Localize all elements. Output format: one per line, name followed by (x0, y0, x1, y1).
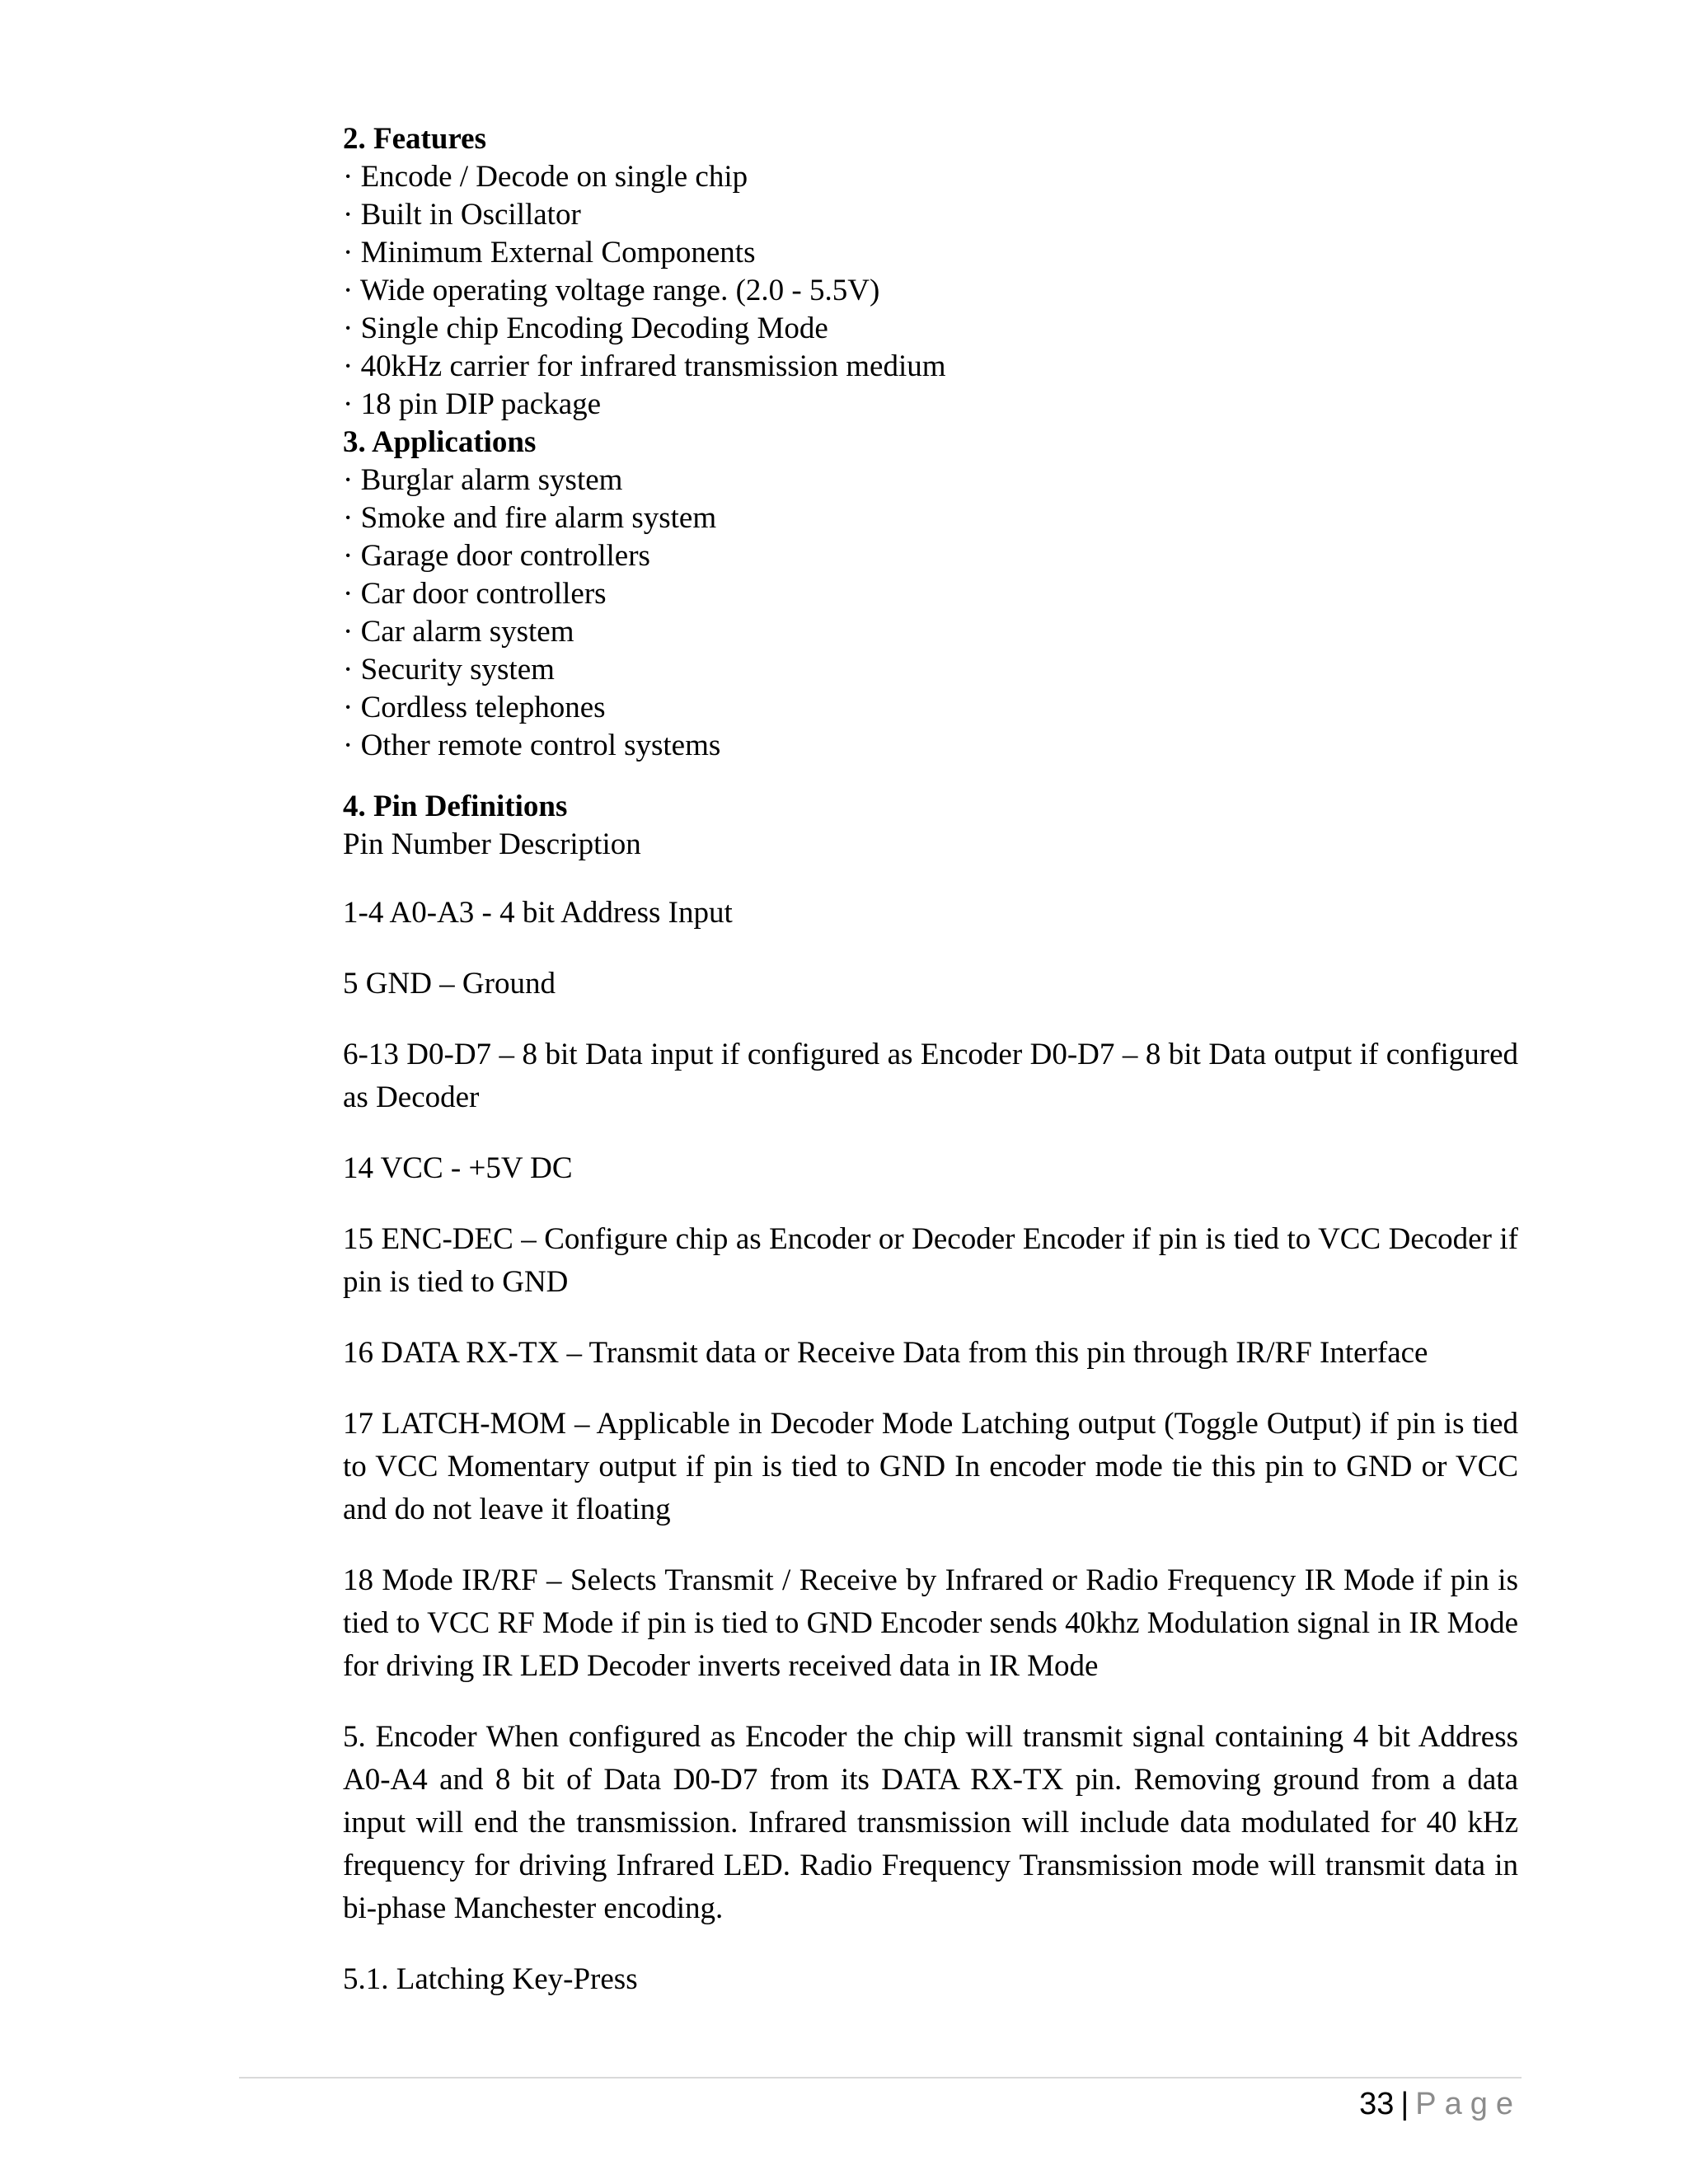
footer-separator: | (1400, 2087, 1409, 2121)
pin-definitions-heading: 4. Pin Definitions (343, 790, 568, 823)
pin-row: 6-13 D0-D7 – 8 bit Data input if configured as Encoder D0-D7 – 8 bit Data output if configured as Decoder (343, 1038, 1518, 1114)
list-item: · Wide operating voltage range. (2.0 - 5.5V) (343, 274, 880, 307)
pin-row: 1-4 A0-A3 - 4 bit Address Input (343, 896, 733, 930)
page-footer (1359, 2083, 1522, 2125)
pin-row: 18 Mode IR/RF – Selects Transmit / Receive by Infrared or Radio Frequency IR Mode if pin is tied to VCC RF Mode if pin is tied to GND Encoder sends 40khz Modulation signal in IR Mode for driving IR LED Decoder inverts received data in IR Mode (343, 1563, 1518, 1683)
list-item: · Other remote control systems (343, 729, 721, 762)
list-item: · Built in Oscillator (343, 198, 581, 232)
list-item: · Single chip Encoding Decoding Mode (343, 312, 828, 345)
features-list (343, 158, 1518, 424)
applications-list (343, 462, 1518, 765)
page-number: 33 (1359, 2087, 1395, 2121)
footer-divider (239, 2077, 1522, 2079)
pin-row: 5 GND – Ground (343, 967, 556, 1001)
pin-row: 17 LATCH-MOM – Applicable in Decoder Mode Latching output (Toggle Output) if pin is tied to VCC Momentary output if pin is tied to GND In encoder mode tie this pin to GND or VCC and do not leave it floating (343, 1407, 1518, 1526)
pin-row: 15 ENC-DEC – Configure chip as Encoder or Decoder Encoder if pin is tied to VCC Decoder if pin is tied to GND (343, 1222, 1518, 1299)
list-item: · Car door controllers (343, 577, 607, 611)
page-label: Page (1415, 2087, 1522, 2121)
page-content (343, 120, 1518, 2029)
list-item: · 40kHz carrier for infrared transmission medium (343, 349, 946, 383)
list-item: · Garage door controllers (343, 539, 650, 573)
list-item: · Cordless telephones (343, 691, 606, 724)
list-item: · 18 pin DIP package (343, 387, 602, 421)
pin-row: 16 DATA RX-TX – Transmit data or Receive Data from this pin through IR/RF Interface (343, 1336, 1428, 1370)
list-item: · Burglar alarm system (343, 463, 623, 497)
list-item: · Car alarm system (343, 615, 574, 649)
latching-subheading: 5.1. Latching Key-Press (343, 1962, 638, 1996)
applications-heading: 3. Applications (343, 425, 537, 459)
pin-table-header: Pin Number Description (343, 827, 641, 861)
list-item: · Encode / Decode on single chip (343, 160, 748, 194)
pin-row: 14 VCC - +5V DC (343, 1151, 573, 1185)
features-heading: 2. Features (343, 122, 486, 156)
list-item: · Smoke and fire alarm system (343, 501, 717, 535)
encoder-paragraph: 5. Encoder When configured as Encoder the chip will transmit signal containing 4 bit Address A0-A4 and 8 bit of Data D0-D7 from its DATA RX-TX pin. Removing ground from a data input will end the transmission. Infrared transmission will include data modulated for 40 kHz frequency for driving Infrared LED. Radio Frequency Transmission mode will transmit data in bi-phase Manchester encoding. (343, 1720, 1518, 1925)
list-item: · Minimum External Components (343, 236, 756, 269)
list-item: · Security system (343, 653, 555, 687)
